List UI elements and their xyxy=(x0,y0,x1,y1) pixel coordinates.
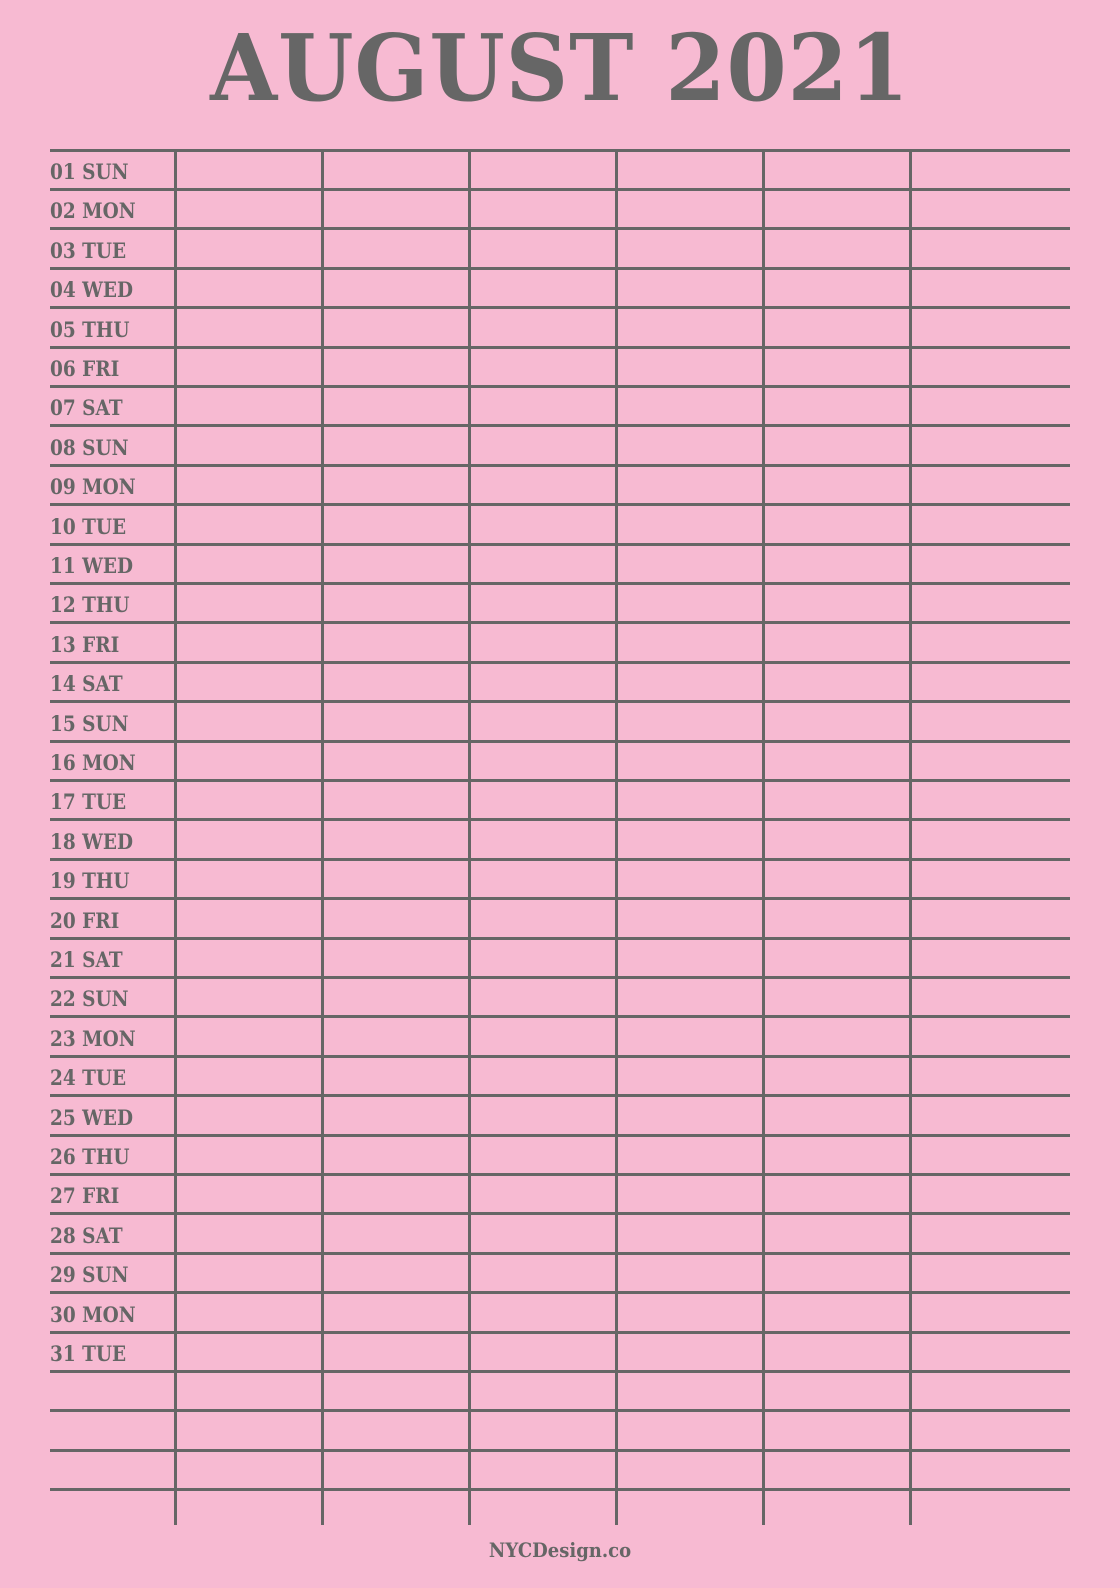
day-row xyxy=(50,386,1070,425)
day-label: 07 SAT xyxy=(50,395,123,421)
day-label: 23 MON xyxy=(50,1025,136,1051)
column-rule xyxy=(762,150,765,1525)
day-label: 25 WED xyxy=(50,1104,134,1130)
day-label: 27 FRI xyxy=(50,1183,120,1209)
planner-grid xyxy=(50,150,1070,1540)
day-label: 08 SUN xyxy=(50,434,129,460)
day-row xyxy=(50,229,1070,268)
row-rule xyxy=(50,385,1070,388)
day-row xyxy=(50,505,1070,544)
row-rule xyxy=(50,464,1070,467)
day-row xyxy=(50,1293,1070,1332)
day-label: 26 THU xyxy=(50,1144,130,1169)
day-row xyxy=(50,702,1070,741)
day-label: 29 SUN xyxy=(50,1262,129,1288)
row-rule xyxy=(50,858,1070,861)
row-rule xyxy=(50,582,1070,585)
row-rule xyxy=(50,1409,1070,1412)
day-label: 13 FRI xyxy=(50,631,120,657)
day-row xyxy=(50,308,1070,347)
day-row xyxy=(50,741,1070,780)
column-rule xyxy=(909,150,912,1525)
day-row xyxy=(50,899,1070,938)
column-rule xyxy=(468,150,471,1525)
day-row xyxy=(50,1096,1070,1135)
column-rule xyxy=(321,150,324,1525)
row-rule xyxy=(50,424,1070,427)
day-row xyxy=(50,189,1070,228)
row-rule xyxy=(50,779,1070,782)
day-row xyxy=(50,150,1070,189)
day-row xyxy=(50,426,1070,465)
row-rule xyxy=(50,700,1070,703)
row-rule xyxy=(50,149,1070,152)
blank-row xyxy=(50,1450,1070,1489)
day-label: 30 MON xyxy=(50,1301,136,1327)
day-label: 10 TUE xyxy=(50,513,127,539)
row-rule xyxy=(50,346,1070,349)
day-row xyxy=(50,623,1070,662)
day-label: 18 WED xyxy=(50,828,134,854)
day-row xyxy=(50,1332,1070,1371)
column-rule xyxy=(174,150,177,1525)
day-label: 16 MON xyxy=(50,750,136,775)
row-rule xyxy=(50,976,1070,979)
day-label: 31 TUE xyxy=(50,1341,127,1366)
day-label: 09 MON xyxy=(50,474,136,500)
row-rule xyxy=(50,1094,1070,1097)
row-rule xyxy=(50,1212,1070,1215)
row-rule xyxy=(50,227,1070,230)
row-rule xyxy=(50,1015,1070,1018)
row-rule xyxy=(50,188,1070,191)
day-row xyxy=(50,1253,1070,1292)
row-rule xyxy=(50,1252,1070,1255)
day-label: 05 THU xyxy=(50,316,130,342)
row-rule xyxy=(50,1173,1070,1176)
page-title: AUGUST 2021 xyxy=(210,14,910,122)
day-row xyxy=(50,1135,1070,1174)
day-label: 28 SAT xyxy=(50,1222,123,1248)
day-label: 12 THU xyxy=(50,592,130,618)
day-row xyxy=(50,662,1070,701)
row-rule xyxy=(50,543,1070,546)
day-label: 21 SAT xyxy=(50,947,123,972)
day-row xyxy=(50,1174,1070,1213)
day-row xyxy=(50,583,1070,622)
day-label: 15 SUN xyxy=(50,710,129,736)
day-label: 02 MON xyxy=(50,198,136,224)
row-rule xyxy=(50,937,1070,940)
column-rule xyxy=(615,150,618,1525)
row-rule xyxy=(50,661,1070,664)
day-row xyxy=(50,1017,1070,1056)
row-rule xyxy=(50,1134,1070,1137)
day-row xyxy=(50,938,1070,977)
row-rule xyxy=(50,1370,1070,1373)
footer-credit: NYCDesign.co xyxy=(488,1538,632,1562)
day-row xyxy=(50,780,1070,819)
row-rule xyxy=(50,306,1070,309)
row-rule xyxy=(50,621,1070,624)
day-label: 06 FRI xyxy=(50,356,120,381)
row-rule xyxy=(50,1488,1070,1491)
day-label: 11 WED xyxy=(50,553,134,578)
day-row xyxy=(50,544,1070,583)
row-rule xyxy=(50,818,1070,821)
blank-row xyxy=(50,1371,1070,1410)
day-row xyxy=(50,1214,1070,1253)
day-label: 24 TUE xyxy=(50,1065,127,1091)
day-row xyxy=(50,268,1070,307)
day-label: 17 TUE xyxy=(50,789,127,815)
day-label: 04 WED xyxy=(50,277,134,303)
day-label: 19 THU xyxy=(50,868,130,894)
day-label: 20 FRI xyxy=(50,907,120,933)
day-row xyxy=(50,977,1070,1016)
day-row xyxy=(50,465,1070,504)
blank-row xyxy=(50,1411,1070,1450)
row-rule xyxy=(50,267,1070,270)
row-rule xyxy=(50,503,1070,506)
day-label: 03 TUE xyxy=(50,237,127,263)
day-label: 01 SUN xyxy=(50,159,129,184)
row-rule xyxy=(50,897,1070,900)
row-rule xyxy=(50,1055,1070,1058)
row-rule xyxy=(50,740,1070,743)
day-row xyxy=(50,1056,1070,1095)
day-label: 14 SAT xyxy=(50,671,123,697)
row-rule xyxy=(50,1449,1070,1452)
day-row xyxy=(50,820,1070,859)
day-label: 22 SUN xyxy=(50,986,129,1012)
day-row xyxy=(50,347,1070,386)
row-rule xyxy=(50,1331,1070,1334)
day-row xyxy=(50,859,1070,898)
row-rule xyxy=(50,1291,1070,1294)
